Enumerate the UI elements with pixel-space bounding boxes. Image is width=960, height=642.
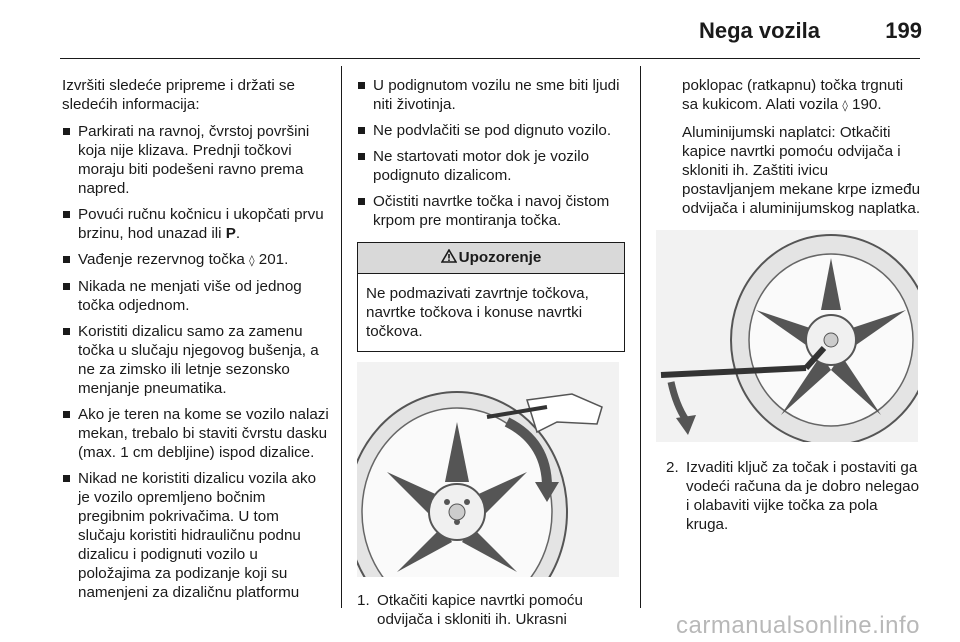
warning-triangle-icon	[441, 249, 457, 263]
precautions-list	[62, 122, 330, 602]
warning-header	[358, 243, 624, 274]
reference-arrow-icon: ◊	[842, 99, 848, 112]
list-item: Nikada ne menjati više od jednog točka odjednom.	[62, 277, 330, 315]
reference-arrow-icon: ◊	[249, 254, 255, 267]
alloy-wheel-note: Aluminijumski naplatci: Otkačiti kapice navrtki pomoću odvijača i skloniti ih. Zaštiti ivicu postavljanjem mekane krpe između odvijača i aluminijumskog naplatka.	[682, 124, 921, 217]
hubcap-removal-image	[357, 362, 619, 577]
header-rule	[60, 58, 920, 59]
warning-box	[357, 242, 625, 352]
step-text: Otkačiti kapice navrtki pomoću odvijača i skloniti ih. Ukrasni	[377, 592, 583, 628]
step-number: 1.	[357, 592, 370, 609]
list-item: Nikad ne koristiti dizalicu vozila ako je vozilo opremljeno bočnim pregibnim pokrivačima. U tom slučaju koristiti hidrauličnu podnu dizalicu i podignuti vozilo u položajima za podizanje koji su namenjeni za dizaličnu platformu	[62, 469, 330, 602]
hubcap-removal-illustration	[357, 362, 619, 577]
wheel-wrench-image	[656, 230, 918, 442]
list-item: Ako je teren na kome se vozilo nalazi mekan, trebalo bi staviti čvrstu dasku (max. 1 cm debljine) ispod dizalice.	[62, 405, 330, 462]
list-item: Koristiti dizalicu samo za zamenu točka u slučaju njegovog bušenja, a ne za zimsko ili letnje sezonsko menjanje pneumatika.	[62, 322, 330, 398]
column-3	[666, 76, 922, 534]
page-title: Nega vozila	[698, 18, 820, 43]
step-1-continued: poklopac (ratkapnu) točka trgnuti sa kukicom. Alati vozila ◊ 190.	[682, 77, 904, 113]
list-item: Ne startovati motor dok je vozilo podignuto dizalicom.	[357, 147, 625, 185]
column-2	[357, 76, 625, 629]
step-2	[666, 458, 922, 534]
list-item: Povući ručnu kočnicu i ukopčati prvu brzinu, hod unazad ili P.	[62, 205, 330, 243]
step-number: 2.	[666, 459, 679, 476]
warning-title: Upozorenje	[458, 249, 542, 266]
page-reference-link[interactable]: 201.	[254, 251, 289, 268]
page-reference-link[interactable]: 190.	[847, 96, 882, 113]
warning-text: Ne podmazivati zavrtnje točkova, navrtke točkova i konuse navrtki točkova.	[366, 285, 589, 340]
intro-text: Izvršiti sledeće pripreme i držati se sledećih informacija:	[62, 77, 295, 113]
column-divider-1	[341, 66, 342, 608]
list-item: Očistiti navrtke točka i navoj čistom krpom pre montiranja točka.	[357, 192, 625, 230]
page-number: 199	[885, 18, 922, 43]
wheel-wrench-illustration	[656, 230, 918, 442]
park-gear-label: P	[225, 225, 236, 242]
list-item: U podignutom vozilu ne sme biti ljudi niti životinja.	[357, 76, 625, 114]
precautions-list-cont	[357, 76, 625, 230]
step-1	[357, 591, 625, 629]
column-divider-2	[640, 66, 641, 608]
column-1	[62, 76, 330, 609]
watermark: carmanualsonline.info	[676, 612, 920, 639]
step-text: Izvaditi ključ za točak i postaviti ga vodeći računa da je dobro nelegao i olabaviti vijke točka za pola kruga.	[686, 459, 920, 533]
list-item: Vađenje rezervnog točka ◊ 201.	[62, 250, 330, 270]
list-item: Ne podvlačiti se pod dignuto vozilo.	[357, 121, 625, 140]
list-item: Parkirati na ravnoj, čvrstoj površini koja nije klizava. Prednji točkovi moraju biti podešeni ravno prema napred.	[62, 122, 330, 198]
